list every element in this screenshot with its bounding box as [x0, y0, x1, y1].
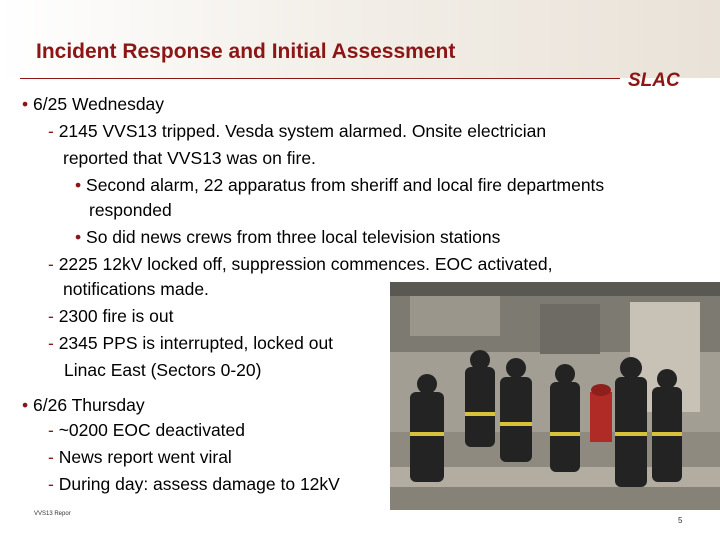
- item-2345-cont: Linac East (Sectors 0-20): [64, 360, 262, 380]
- bullet-text: 6/26 Thursday: [33, 395, 145, 415]
- dash-marker: -: [48, 447, 54, 467]
- item-text: 2145 VVS13 tripped. Vesda system alarmed. Onsite electrician: [58, 121, 547, 141]
- item-text: 2345 PPS is interrupted, locked out: [58, 333, 334, 353]
- bullet-text: 6/25 Wednesday: [33, 94, 165, 114]
- slac-logo: SLAC: [628, 70, 680, 91]
- dash-marker: -: [48, 474, 54, 494]
- item-text: 2225 12kV locked off, suppression commences. EOC activated,: [58, 254, 553, 274]
- item-text: During day: assess damage to 12kV: [58, 474, 340, 494]
- dash-marker: -: [48, 121, 54, 141]
- subitem-second-alarm-cont: responded: [89, 200, 172, 220]
- item-2300: [48, 306, 174, 326]
- subitem-text: So did news crews from three local television stations: [86, 227, 501, 247]
- subitem-news-crews: [75, 227, 500, 247]
- item-0200: [48, 420, 245, 440]
- bullet-day2: [22, 395, 145, 415]
- item-2345: [48, 333, 333, 353]
- item-text: ~0200 EOC deactivated: [58, 420, 246, 440]
- subitem-text: Second alarm, 22 apparatus from sheriff and local fire departments: [86, 175, 605, 195]
- bullet-day1: [22, 94, 164, 114]
- dash-marker: -: [48, 420, 54, 440]
- page-number: 5: [678, 516, 683, 525]
- item-assess-damage: [48, 474, 340, 494]
- dash-marker: -: [48, 254, 54, 274]
- item-2225-cont: notifications made.: [63, 279, 209, 299]
- footer-label: VVS13 Repor: [34, 511, 71, 517]
- dash-marker: -: [48, 306, 54, 326]
- item-text: 2300 fire is out: [58, 306, 174, 326]
- bullet-dot: •: [75, 227, 82, 247]
- item-2145: [48, 121, 546, 141]
- bullet-dot: •: [75, 175, 82, 195]
- item-2145-cont: reported that VVS13 was on fire.: [63, 148, 316, 168]
- item-2225: [48, 254, 553, 274]
- slide-title: Incident Response and Initial Assessment: [36, 40, 456, 63]
- item-news-viral: [48, 447, 232, 467]
- item-text: News report went viral: [58, 447, 232, 467]
- dash-marker: -: [48, 333, 54, 353]
- bullet-dot: •: [22, 395, 29, 415]
- bullet-dot: •: [22, 94, 29, 114]
- subitem-second-alarm: [75, 175, 604, 195]
